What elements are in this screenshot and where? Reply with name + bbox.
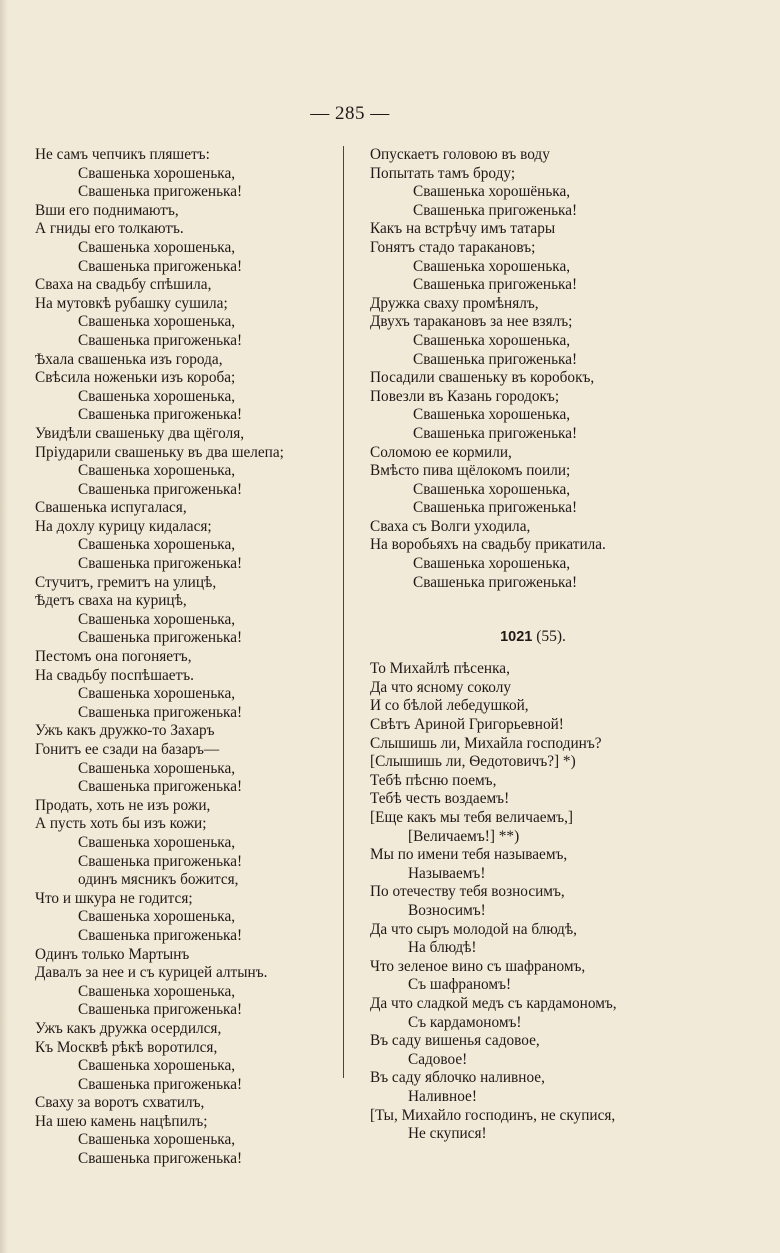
verse-line: Съ шафраномъ! — [408, 976, 512, 994]
verse-line: Называемъ! — [408, 864, 486, 882]
verse-line: Свашенька пригоженька! — [78, 703, 243, 721]
verse-line: Свашенька хорошенька, — [413, 331, 571, 349]
verse-line: Свашенька хорошенька, — [78, 833, 236, 851]
verse-line: На свадьбу поспѣшаетъ. — [35, 666, 194, 684]
verse-line: На воробьяхъ на свадьбу прикатила. — [370, 536, 606, 554]
verse-line: Ѣхала свашенька изъ города, — [35, 350, 223, 368]
verse-line: Свашенька хорошенька, — [78, 685, 236, 703]
verse-line: По отечеству тебя возносимъ, — [370, 883, 565, 901]
verse-line: Дружка сваху промѣнялъ, — [370, 294, 539, 312]
verse-line: Свашенька хорошенька, — [78, 387, 236, 405]
verse-line: Свашенька пригоженька! — [78, 926, 243, 944]
verse-line: Свашенька хорошенька, — [78, 1057, 236, 1075]
verse-line: Свашенька пригоженька! — [78, 406, 243, 424]
left-column — [35, 146, 335, 1169]
verse-line: Свашенька хорошенька, — [78, 536, 236, 554]
verse-line: Ѣдетъ сваха на курицѣ, — [35, 592, 187, 610]
verse-line: [Ты, Михайло господинъ, не скупися, — [370, 1106, 616, 1124]
verse-line: Свашенька испугалася, — [35, 499, 187, 517]
verse-line: И со бѣлой лебедушкой, — [370, 697, 529, 715]
verse-line: Свѣсила ноженьки изъ короба; — [35, 369, 236, 387]
verse-line: Ужъ какъ дружко-то Захаръ — [35, 722, 215, 740]
verse-line: Свашенька хорошенька, — [78, 982, 236, 1000]
verse-line: На мутовкѣ рубашку сушила; — [35, 294, 228, 312]
verse-line: Сваху за воротъ схватилъ, — [35, 1094, 205, 1112]
verse-line: [Еще какъ мы тебя величаемъ,] — [370, 809, 574, 826]
verse-line: Да что сладкой медъ съ кардамономъ, — [370, 994, 617, 1012]
verse-line: Стучитъ, гремитъ на улицѣ, — [35, 573, 217, 591]
verse-line: Прiударили свашеньку въ два шелепа; — [35, 443, 284, 461]
verse-line: Одинъ только Мартынъ — [35, 945, 190, 963]
verse-line: Свашенька пригоженька! — [413, 276, 578, 294]
verse-line: Свашенька хорошенька, — [413, 555, 571, 573]
verse-line: Увидѣли свашеньку два щёголя, — [35, 424, 245, 442]
verse-line: Свашенька пригоженька! — [78, 1001, 243, 1019]
verse-line: Свашенька пригоженька! — [78, 1075, 243, 1093]
verse-line: Свашенька пригоженька! — [413, 201, 578, 219]
right-column-bottom-verses — [370, 660, 660, 1143]
verse-line: Свашенька хорошенька, — [78, 313, 236, 331]
verse-line: Вмѣсто пива щёлокомъ поили; — [370, 462, 571, 480]
verse-line: Ужъ какъ дружка осердился, — [35, 1019, 222, 1037]
verse-line: Свашенька пригоженька! — [78, 555, 243, 573]
verse-line: Тебѣ пѣсню поемъ, — [370, 771, 497, 789]
verse-line: Да что ясному соколу — [370, 678, 512, 696]
verse-line: Двухъ таракановъ за нее взялъ; — [370, 313, 573, 331]
right-column-top-verses — [370, 146, 660, 592]
verse-line: Свашенька пригоженька! — [78, 852, 243, 870]
verse-line: Свашенька хорошенька, — [78, 164, 236, 182]
verse-line: Свѣтъ Ариной Григорьевной! — [370, 716, 564, 734]
verse-line: Въ саду вишенья садовое, — [370, 1032, 540, 1050]
verse-line: Свашенька пригоженька! — [78, 480, 243, 498]
verse-line: Свашенька пригоженька! — [413, 350, 578, 368]
song-reference: (55). — [536, 628, 566, 646]
verse-line: Гонитъ ее сзади на базаръ— — [35, 741, 220, 758]
verse-line: Попытать тамъ броду; — [370, 164, 516, 182]
verse-line: Продать, хоть не изъ рожи, — [35, 796, 211, 814]
verse-line: Соломою ее кормили, — [370, 443, 512, 461]
verse-line: Свашенька пригоженька! — [78, 1150, 243, 1168]
verse-line: А пусть хоть бы изъ кожи; — [35, 815, 207, 833]
verse-line: Свашенька пригоженька! — [78, 331, 243, 349]
verse-line: Свашенька пригоженька! — [413, 499, 578, 517]
verse-line: Свашенька хорошенька, — [413, 480, 571, 498]
verse-line: Вши его поднимаютъ, — [35, 201, 179, 219]
page-number: — 285 — — [310, 103, 390, 124]
verse-line: Не самъ чепчикъ пляшетъ: — [35, 146, 210, 163]
verse-line: одинъ мясникъ божится, — [78, 871, 239, 889]
verse-line: Не скупися! — [408, 1125, 487, 1143]
column-divider — [343, 146, 344, 1078]
verse-line: На блюдѣ! — [408, 939, 477, 957]
verse-line: Свашенька хорошёнька, — [413, 183, 571, 201]
verse-line: Свашенька хорошенька, — [413, 406, 571, 424]
verse-line: Свашенька пригоженька! — [413, 424, 578, 442]
verse-line: Да что сыръ молодой на блюдѣ, — [370, 920, 577, 938]
verse-line: Свашенька хорошенька, — [78, 908, 236, 926]
verse-line: Что и шкура не годится; — [35, 889, 193, 907]
verse-line: Пестомъ она погоняетъ, — [35, 648, 192, 666]
verse-line: Свашенька хорошенька, — [78, 238, 236, 256]
verse-line: [Слышишь ли, Ѳедотовичъ?] *) — [370, 753, 576, 771]
verse-line: [Величаемъ!] **) — [408, 827, 520, 845]
verse-line: То Михайлѣ пѣсенка, — [370, 660, 510, 678]
verse-line: Въ саду яблочко наливное, — [370, 1069, 545, 1087]
verse-line: Свашенька пригоженька! — [413, 573, 578, 591]
verse-line: Повезли въ Казань городокъ; — [370, 387, 560, 405]
verse-line: На шею камень нацѣпилъ; — [35, 1112, 208, 1130]
verse-line: Свашенька пригоженька! — [78, 778, 243, 796]
verse-line: Сваха съ Волги уходила, — [370, 517, 531, 535]
verse-line: Свашенька хорошенька, — [78, 759, 236, 777]
page-edge-shadow — [0, 0, 8, 1253]
verse-line: Опускаетъ головою въ воду — [370, 146, 550, 163]
verse-line: Наливное! — [408, 1087, 477, 1105]
verse-line: Садовое! — [408, 1050, 468, 1068]
song-heading — [370, 600, 660, 660]
verse-line: А гниды его толкаютъ. — [35, 220, 184, 238]
verse-line: Слышишь ли, Михайла господинъ? — [370, 734, 602, 752]
verse-line: Свашенька хорошенька, — [78, 1131, 236, 1149]
verse-line: Давалъ за нее и съ курицей алтынъ. — [35, 964, 268, 982]
verse-line: Свашенька пригоженька! — [78, 183, 243, 201]
song-number: 1021 — [500, 629, 533, 646]
verse-line: Къ Москвѣ рѣкѣ воротился, — [35, 1038, 218, 1056]
verse-line: Свашенька пригоженька! — [78, 629, 243, 647]
verse-line: Свашенька хорошенька, — [78, 462, 236, 480]
verse-line: Свашенька пригоженька! — [78, 257, 243, 275]
verse-line: На дохлу курицу кидалася; — [35, 517, 212, 535]
verse-line: Что зеленое вино съ шафраномъ, — [370, 957, 586, 975]
verse-line: Посадили свашеньку въ коробокъ, — [370, 369, 595, 387]
right-column — [370, 146, 660, 1144]
verse-line: Свашенька хорошенька, — [78, 610, 236, 628]
verse-line: Сваха на свадьбу спѣшила, — [35, 276, 212, 294]
verse-line: Тебѣ честь воздаемъ! — [370, 790, 510, 808]
verse-line: Возносимъ! — [408, 901, 486, 919]
verse-line: Съ кардамономъ! — [408, 1013, 522, 1031]
verse-line: Какъ на встрѣчу имъ татары — [370, 220, 556, 238]
verse-line: Свашенька хорошенька, — [413, 257, 571, 275]
verse-line: Мы по имени тебя называемъ, — [370, 846, 568, 864]
verse-line: Гонятъ стадо таракановъ; — [370, 238, 536, 256]
